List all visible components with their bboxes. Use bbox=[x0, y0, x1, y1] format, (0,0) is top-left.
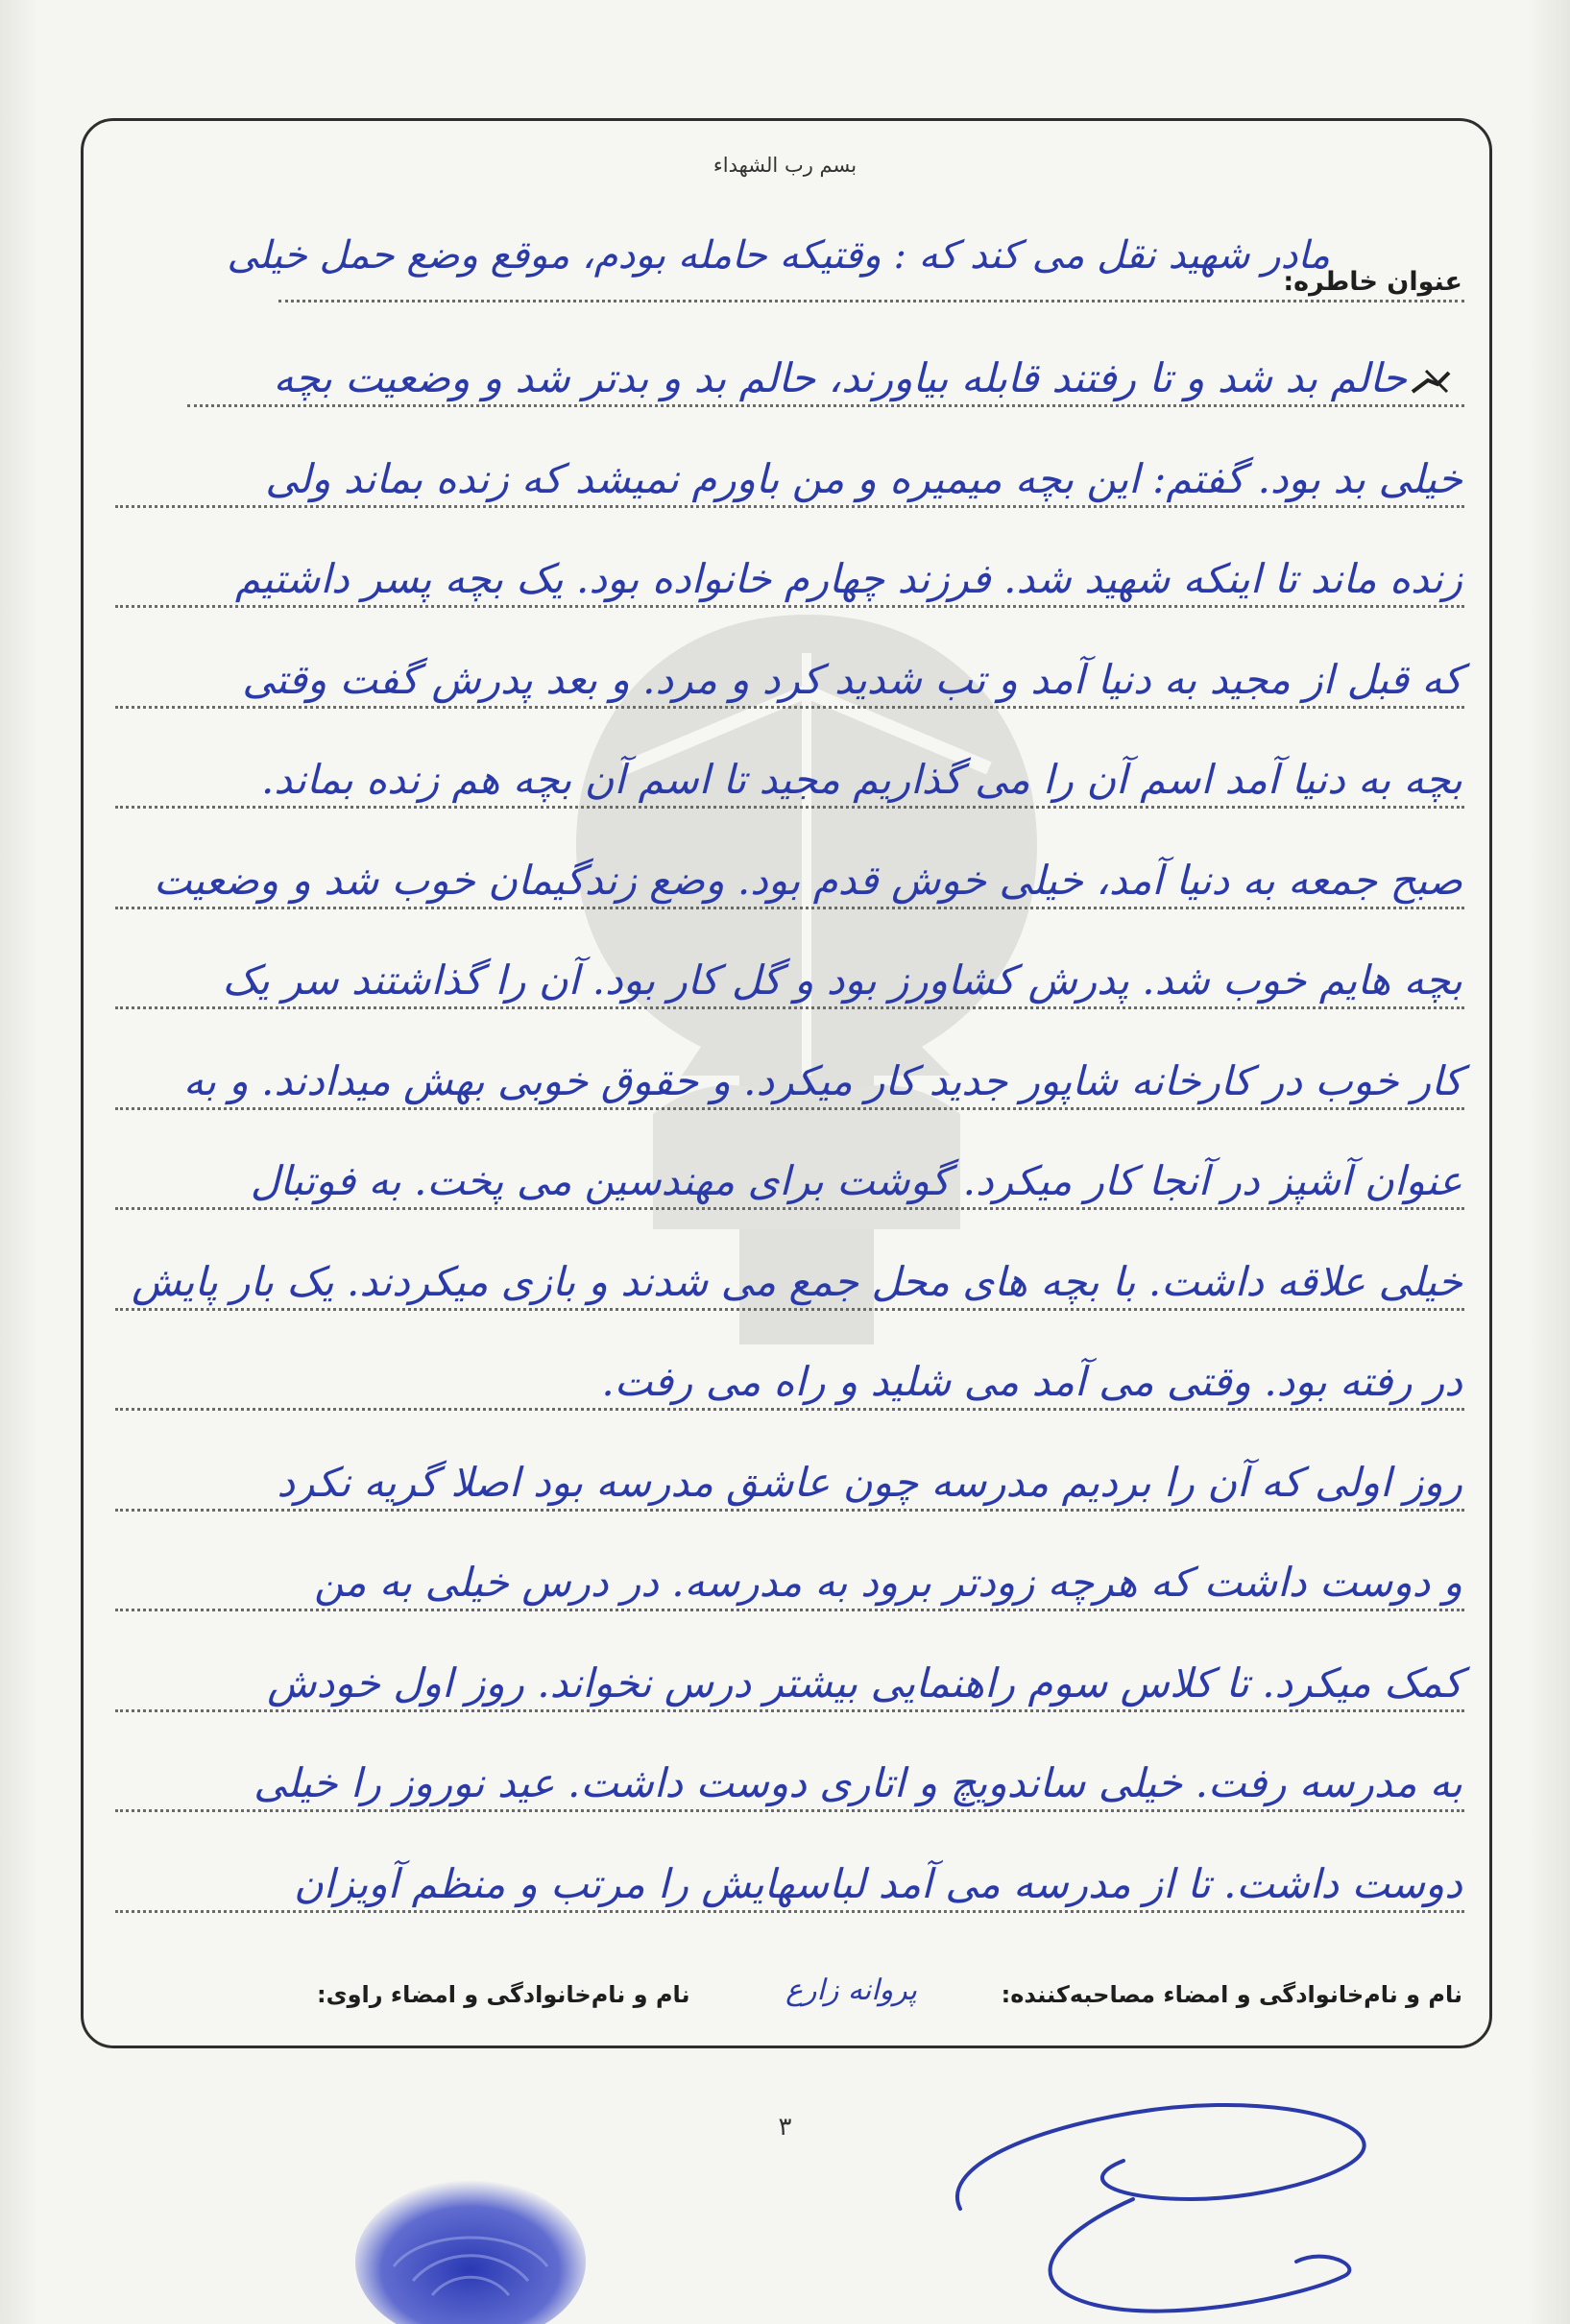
memory-body-line: که قبل از مجید به دنیا آمد و تب شدید کرد و مرد. و بعد پدرش گفت وقتی bbox=[242, 655, 1462, 703]
memory-body-line: خیلی بد بود. گفتم: این بچه میمیره و من باورم نمیشد که زنده بماند ولی bbox=[265, 454, 1462, 502]
ruled-line bbox=[115, 706, 1464, 709]
ruled-line bbox=[115, 1107, 1464, 1110]
ruled-line bbox=[115, 1207, 1464, 1210]
thumbprint-mark bbox=[326, 2170, 615, 2324]
ruled-line bbox=[115, 605, 1464, 608]
ruled-line bbox=[115, 505, 1464, 508]
memory-body-line: کار خوب در کارخانه شاپور جدید کار میکرد. و حقوق خوبی بهش میدادند. و به bbox=[182, 1056, 1462, 1104]
interviewer-name-handwriting: پروانه زارع bbox=[785, 1973, 917, 2007]
ruled-line bbox=[115, 907, 1464, 909]
narrator-signature bbox=[903, 2055, 1402, 2324]
ruled-line bbox=[115, 1709, 1464, 1712]
ruled-line bbox=[187, 404, 1464, 407]
ruled-line bbox=[115, 1910, 1464, 1913]
ruled-line bbox=[115, 1809, 1464, 1812]
narrator-signature-label: نام و نام‌خانوادگی و امضاء راوی: bbox=[317, 1981, 690, 2008]
ruled-line bbox=[115, 1509, 1464, 1512]
page-number: ۳ bbox=[778, 2113, 792, 2142]
ruled-line bbox=[115, 1408, 1464, 1411]
memory-body-line: عنوان آشپز در آنجا کار میکرد. گوشت برای مهندسین می پخت. به فوتبال bbox=[250, 1157, 1462, 1204]
memory-title-label: عنوان خاطره: bbox=[1283, 267, 1462, 297]
ruled-line bbox=[115, 1308, 1464, 1311]
memory-body-line: صبح جمعه به دنیا آمد، خیلی خوش قدم بود. وضع زندگیمان خوب شد و وضعیت bbox=[153, 856, 1462, 904]
memory-body-line: خیلی علاقه داشت. با بچه های محل جمع می شدند و بازی میکردند. یک بار پایش bbox=[132, 1257, 1462, 1305]
memory-body-line: دوست داشت. تا از مدرسه می آمد لباسهایش را مرتب و منظم آویزان bbox=[293, 1859, 1462, 1907]
writing-hand-icon bbox=[1409, 363, 1453, 398]
memory-body-line: در رفته بود. وقتی می آمد می شلید و راه می رفت. bbox=[601, 1358, 1462, 1405]
memory-body-line: حالم بد شد و تا رفتند قابله بیاورند، حالم بد و بدتر شد و وضعیت بچه bbox=[273, 354, 1407, 401]
memory-body-line: بچه هایم خوب شد. پدرش کشاورز بود و گل کار بود. آن را گذاشتند سر یک bbox=[222, 956, 1462, 1004]
memory-body-line: بچه به دنیا آمد اسم آن را می گذاریم مجید تا اسم آن بچه هم زنده بماند. bbox=[260, 756, 1462, 803]
ruled-line bbox=[115, 1006, 1464, 1009]
memory-title-handwriting: مادر شهید نقل می کند که : وقتیکه حامله بودم، موقع وضع حمل خیلی bbox=[227, 233, 1330, 278]
memory-body-line: کمک میکرد. تا کلاس سوم راهنمایی بیشتر درس نخواند. روز اول خودش bbox=[267, 1658, 1462, 1707]
ruled-line bbox=[115, 806, 1464, 809]
memory-body-line: به مدرسه رفت. خیلی ساندویچ و اتاری دوست داشت. عید نوروز را خیلی bbox=[254, 1759, 1462, 1806]
memory-body-line: و دوست داشت که هرچه زودتر برود به مدرسه. در درس خیلی به من bbox=[314, 1559, 1462, 1606]
ruled-line bbox=[278, 300, 1464, 303]
memory-body-line: روز اولی که آن را بردیم مدرسه چون عاشق مدرسه بود اصلا گریه نکرد bbox=[277, 1458, 1462, 1506]
interviewer-signature-label: نام و نام‌خانوادگی و امضاء مصاحبه‌کننده: bbox=[1001, 1981, 1462, 2008]
ruled-line bbox=[115, 1609, 1464, 1611]
basmala-header: بسم رب الشهداء bbox=[713, 154, 857, 177]
memory-body-line: زنده ماند تا اینکه شهید شد. فرزند چهارم خانواده بود. یک بچه پسر داشتیم bbox=[234, 555, 1462, 602]
